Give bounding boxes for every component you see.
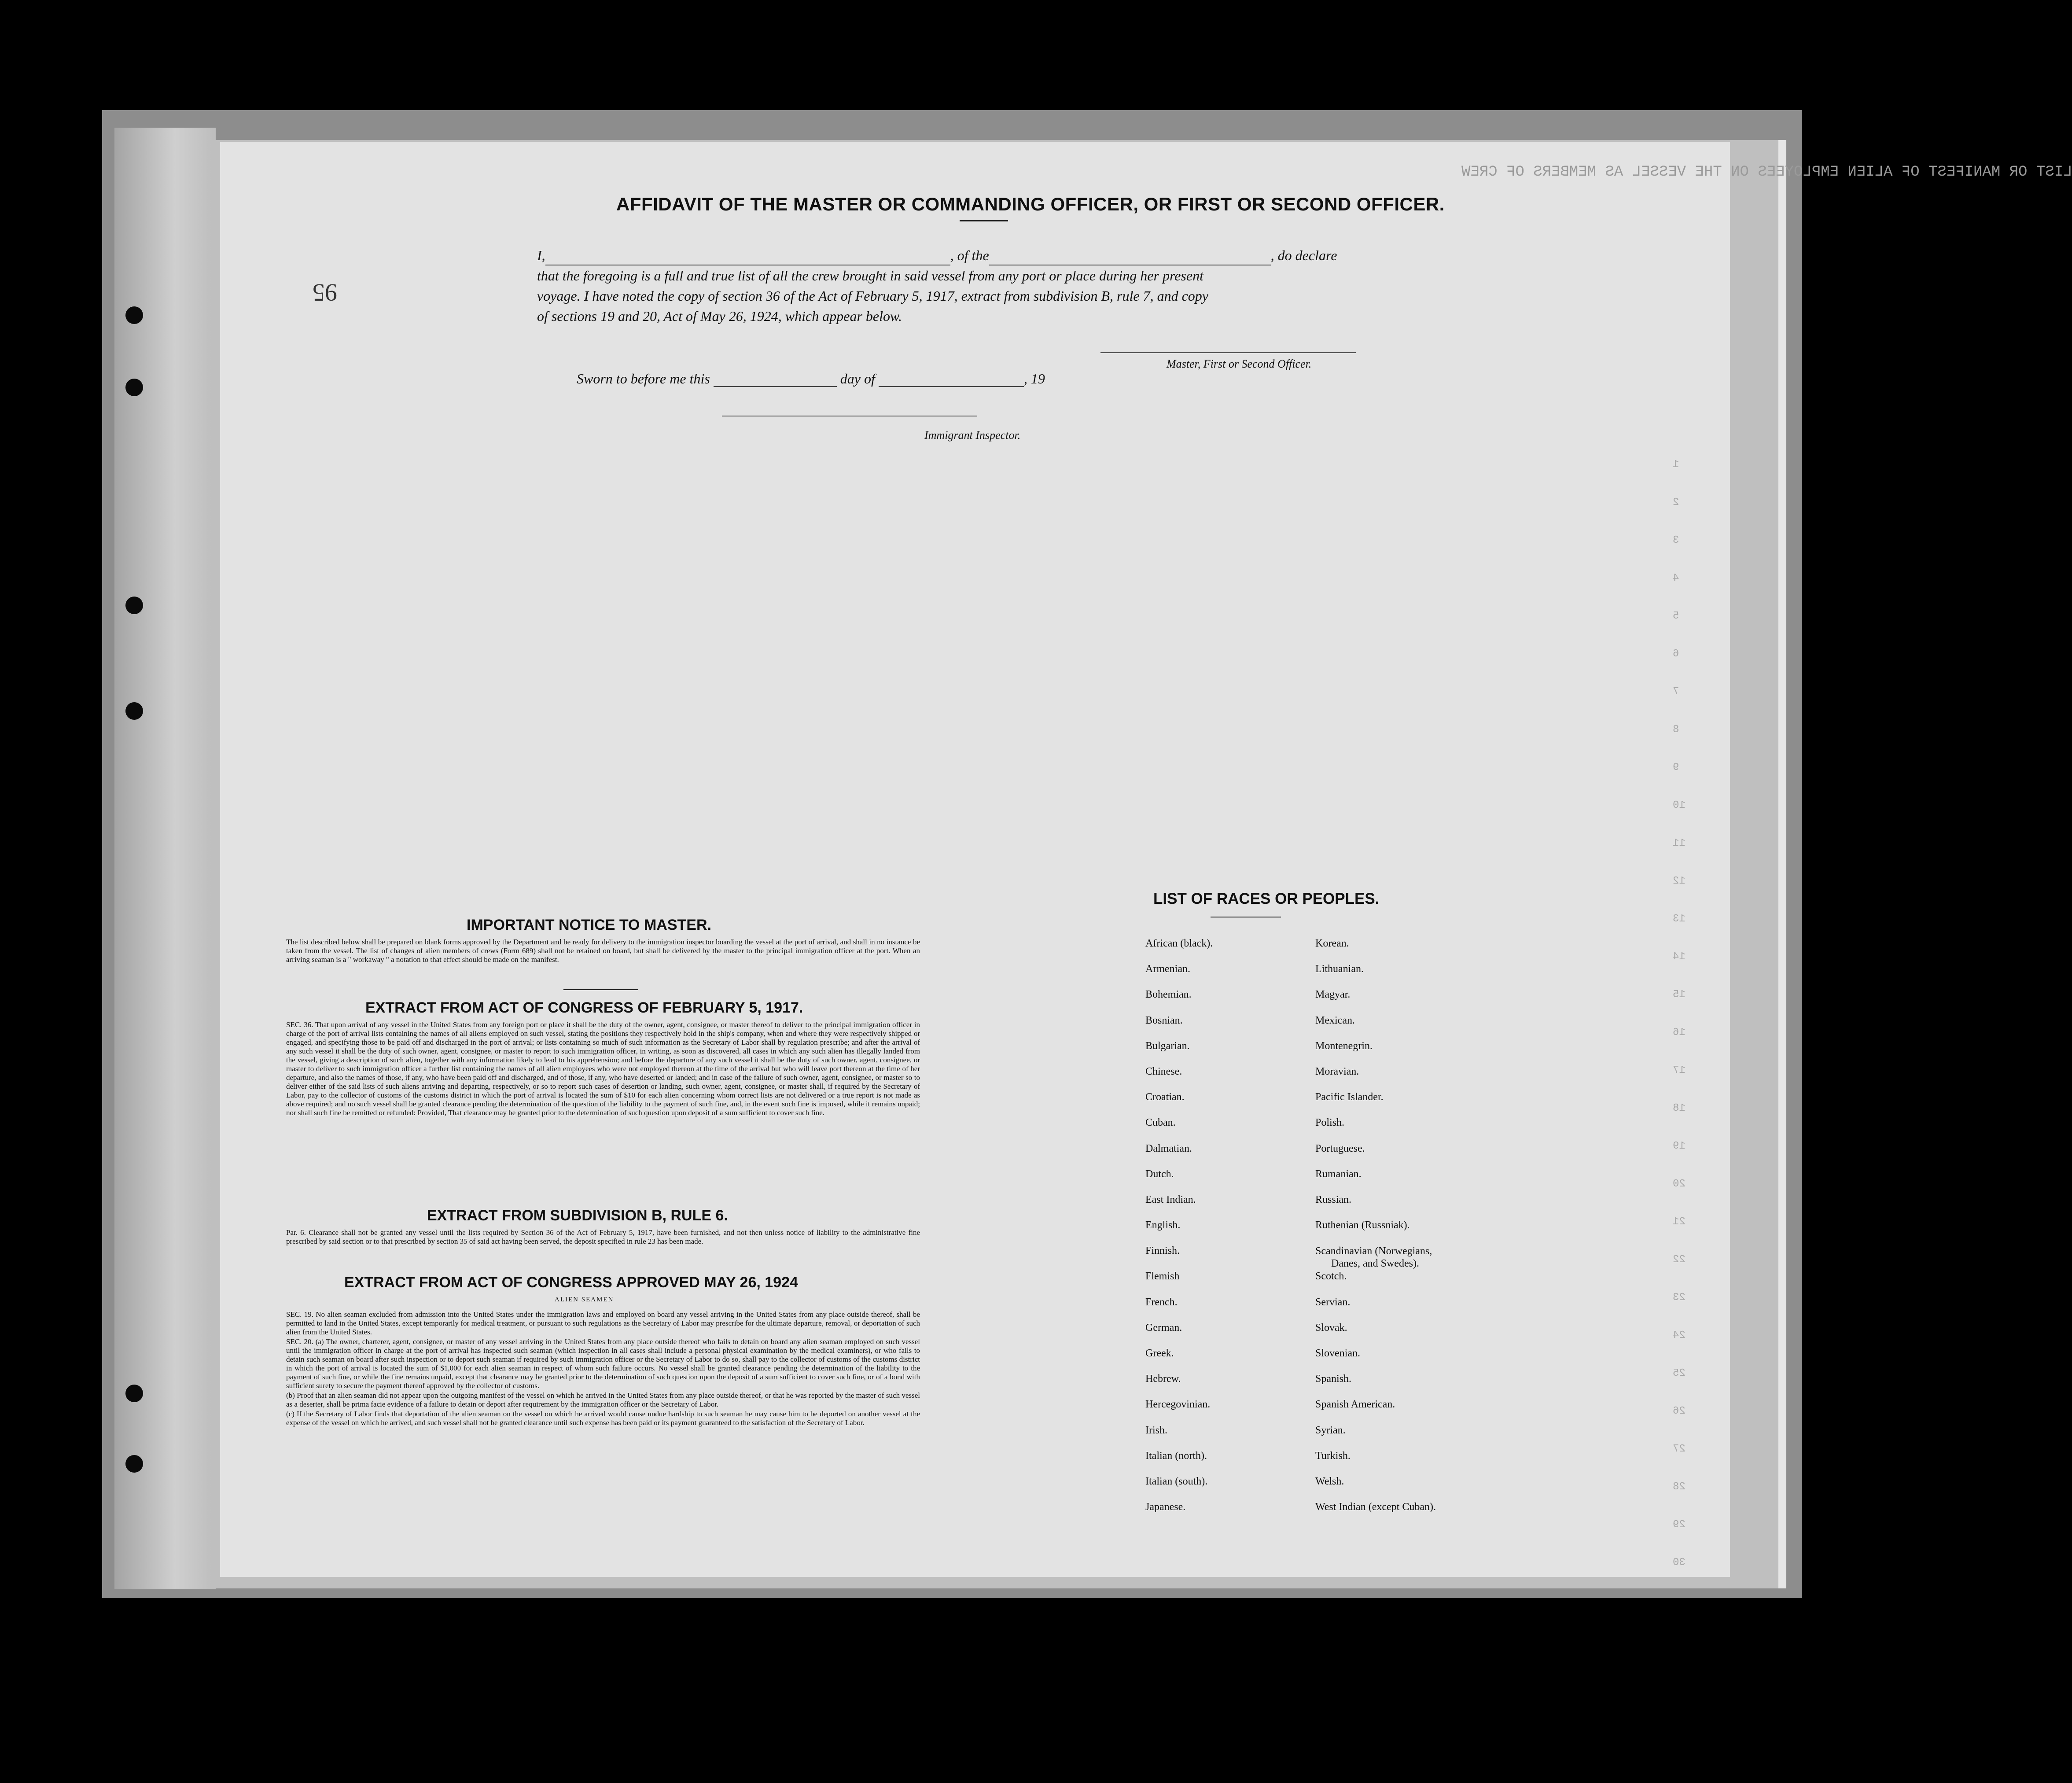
race-item: English. <box>1145 1219 1181 1231</box>
extract-1917-body: SEC. 36. That upon arrival of any vessel in the United States from any foreign port or place it shall be the duty of the owner, agent, consignee, or master thereof to deliver to the principal immigration officer in charge of the port of arrival lists containing the names of all aliens employed on such vessel, stating the positions they respectively hold in the ship's company, when and where they were respectively shipped or engaged, and specifying those to be paid off and discharged in the port of arrival; or lists containing so much of such information as the Secretary of Labor shall by regulation prescribe; and after the arrival of any such vessel it shall be the duty of such owner, agent, consignee, or master to report to such immigration officer, in writing, as soon as discovered, all cases in which any such alien has illegally landed from the vessel, giving a description of such alien, together with any information likely to lead to his apprehension; and before the departure of any such vessel it shall be the duty of such owner, agent, consignee, or master to deliver to such immigration officer a further list containing the names of all alien employees who were not employed thereon at the time of the arrival but who will leave port thereon at the time of her departure, and also the names of those, if any, who have been paid off and discharged, and of those, if any, who have deserted or landed; and in case of the failure of such owner, agent, consignee, or master so to deliver either of the said lists of such aliens arriving and departing, respectively, or so to report such cases of desertion or landing, such owner, agent, consignee, or master shall, if required by the Secretary of Labor, pay to the collector of customs of the customs district in which the port of arrival is located the sum of $10 for each alien concerning whom correct lists are not delivered or a true report is not made as above required; and no such vessel shall be granted clearance pending the determination of the question of the liability to the payment of such fine, and, in the event such fine is imposed, while it remains unpaid; nor shall such fine be remitted or refunded: Provided, That clearance may be granted prior to the determination of such question upon deposit of a sum sufficient to cover such fine. <box>286 1020 920 1117</box>
race-item: German. <box>1145 1322 1182 1334</box>
binder-hole <box>125 1455 143 1473</box>
race-item: Italian (north). <box>1145 1450 1207 1462</box>
race-item-text: Danes, and Swedes). <box>1331 1258 1419 1270</box>
bleed-row-number: 12 <box>1673 875 1686 887</box>
form-page <box>220 142 2072 1577</box>
sworn-month-field[interactable] <box>879 374 1024 387</box>
race-item: Magyar. <box>1315 989 1351 1001</box>
year-label: , 19 <box>1023 371 1045 387</box>
race-item: Lithuanian. <box>1315 963 1364 975</box>
race-item <box>1315 1245 1436 1271</box>
signature-caption: Master, First or Second Officer. <box>1167 357 1312 370</box>
affidavit-line-4: of sections 19 and 20, Act of May 26, 1924, which appear below. <box>537 308 902 324</box>
race-item: Armenian. <box>1145 963 1190 975</box>
sworn-line <box>577 371 1045 387</box>
bleed-row-number: 17 <box>1673 1065 1686 1076</box>
race-item: Ruthenian (Russniak). <box>1315 1219 1410 1231</box>
race-item: Hercegovinian. <box>1145 1399 1211 1411</box>
bleed-row-number: 9 <box>1673 762 1679 774</box>
race-item-text: Scandinavian (Norwegians, <box>1315 1245 1432 1257</box>
binder-hole <box>125 306 143 324</box>
race-item: Finnish. <box>1145 1245 1180 1257</box>
alien-seamen-subtitle: ALIEN SEAMEN <box>555 1296 614 1303</box>
bleed-row-number: 10 <box>1673 799 1686 811</box>
race-item: West Indian (except Cuban). <box>1315 1501 1436 1513</box>
race-item: Hebrew. <box>1145 1373 1181 1385</box>
notice-body: The list described below shall be prepared on blank forms approved by the Department and be ready for delivery to the immigration inspector boarding the vessel at the port of arrival, and shall in no instance be taken from the vessel. The list of changes of alien members of crews (Form 689) shall not be retained on board, but shall be delivered by the master to the principal immigration officer at the port. When an arriving seaman is a " workaway " a notation to that effect should be made on the manifest. <box>286 938 920 964</box>
affidavit-body <box>537 245 1413 326</box>
race-item: Welsh. <box>1315 1475 1344 1487</box>
race-item: Pacific Islander. <box>1315 1091 1384 1103</box>
races-left-column <box>1145 938 1213 1527</box>
race-item: East Indian. <box>1145 1194 1196 1205</box>
bleed-row-number: 29 <box>1673 1519 1686 1531</box>
race-item: Portuguese. <box>1315 1142 1365 1154</box>
bleed-row-number: 27 <box>1673 1443 1686 1455</box>
race-item: Slovak. <box>1315 1322 1347 1334</box>
extract-rule6-body: Par. 6. Clearance shall not be granted any vessel until the lists required by Section 36 of the Act of February 5, 1917, have been furnished, and not then unless notice of liability to the administrative fine prescribed by said section or to that prescribed by section 35 of said act having been served, the deposit specified in rule 23 has been made. <box>286 1228 920 1245</box>
affidavit-line-1 <box>537 245 1413 265</box>
do-declare-label: , do declare <box>1270 247 1337 263</box>
bleed-row-number: 25 <box>1673 1367 1686 1379</box>
day-of-label: day of <box>840 371 875 387</box>
bleed-row-number: 23 <box>1673 1292 1686 1304</box>
binder-hole <box>125 597 143 614</box>
race-item: Japanese. <box>1145 1501 1186 1513</box>
bleed-row-number: 30 <box>1673 1557 1686 1569</box>
bleed-row-number: 20 <box>1673 1178 1686 1190</box>
races-right-column <box>1315 938 1436 1527</box>
affidavit-line-2: that the foregoing is a full and true list of all the crew brought in said vessel from any port or place during her present <box>537 268 1203 284</box>
i-label: I, <box>537 247 545 263</box>
bleed-row-number: 14 <box>1673 951 1686 963</box>
notice-title: IMPORTANT NOTICE TO MASTER. <box>467 917 711 933</box>
sworn-label: Sworn to before me this <box>577 371 710 387</box>
race-item: Mexican. <box>1315 1014 1355 1026</box>
race-item: Russian. <box>1315 1194 1352 1205</box>
bleed-row-number: 13 <box>1673 913 1686 925</box>
bleed-row-number: 16 <box>1673 1027 1686 1039</box>
race-item: Korean. <box>1315 938 1349 949</box>
of-the-label: , of the <box>950 247 989 263</box>
bleed-row-number: 8 <box>1673 724 1679 736</box>
signature-line[interactable] <box>1100 352 1356 353</box>
extract-1924-body <box>286 1310 920 1428</box>
binding-edge <box>114 128 216 1589</box>
race-item: Bulgarian. <box>1145 1040 1190 1052</box>
race-item: Cuban. <box>1145 1117 1176 1129</box>
bleed-row-number: 6 <box>1673 648 1679 660</box>
race-item: African (black). <box>1145 938 1213 949</box>
race-item: Rumanian. <box>1315 1168 1362 1180</box>
bleed-row-number: 18 <box>1673 1102 1686 1114</box>
binder-hole <box>125 702 143 720</box>
page-number: 95 <box>313 279 337 306</box>
race-item: Turkish. <box>1315 1450 1351 1462</box>
affidavit-line-3: voyage. I have noted the copy of section 36 of the Act of February 5, 1917, extract from subdivision B, rule 7, and copy <box>537 288 1208 304</box>
race-item: Croatian. <box>1145 1091 1185 1103</box>
title-rule <box>960 220 1008 221</box>
race-item: Greek. <box>1145 1348 1174 1359</box>
extract-1917-title: EXTRACT FROM ACT OF CONGRESS OF FEBRUARY 5, 1917. <box>365 999 803 1016</box>
bleed-row-number: 28 <box>1673 1481 1686 1493</box>
race-item: Irish. <box>1145 1424 1167 1436</box>
bleed-row-number: 24 <box>1673 1330 1686 1341</box>
sworn-day-field[interactable] <box>714 374 837 387</box>
race-item: Slovenian. <box>1315 1348 1360 1359</box>
bleed-row-number: 15 <box>1673 989 1686 1001</box>
bleed-row-number: 11 <box>1673 837 1686 849</box>
race-item: Moravian. <box>1315 1065 1359 1077</box>
bleed-row-number: 5 <box>1673 610 1679 622</box>
races-title: LIST OF RACES OR PEOPLES. <box>1153 890 1380 907</box>
binder-hole <box>125 379 143 396</box>
bleed-row-number: 4 <box>1673 572 1679 584</box>
race-item: Montenegrin. <box>1315 1040 1373 1052</box>
bleed-through-header: LIST OR MANIFEST OF ALIEN EMPLOYEES ON THE VESSEL AS MEMBERS OF CREW <box>1461 164 2072 181</box>
name-field[interactable] <box>545 252 950 265</box>
binder-hole <box>125 1385 143 1402</box>
inspector-caption: Immigrant Inspector. <box>924 429 1021 442</box>
race-item: Dalmatian. <box>1145 1142 1192 1154</box>
bleed-row-number: 1 <box>1673 459 1679 471</box>
race-item: Spanish American. <box>1315 1399 1395 1411</box>
bleed-row-number: 21 <box>1673 1216 1686 1228</box>
race-item: Dutch. <box>1145 1168 1174 1180</box>
race-item: Bosnian. <box>1145 1014 1183 1026</box>
race-item: Spanish. <box>1315 1373 1352 1385</box>
sec-20c: (c) If the Secretary of Labor finds that deportation of the alien seaman on the vessel on which he arrived would cause undue hardship to such seaman he may cause him to be deported on another vessel at the expense of the vessel on which he arrived, and such vessel shall not be granted clearance until such expense has been paid or its payment guaranteed to the satisfaction of the Secretary of Labor. <box>286 1410 920 1427</box>
sec-20a: SEC. 20. (a) The owner, charterer, agent, consignee, or master of any vessel arriving in the United States from any place outside thereof who fails to detain on board any alien seaman employed on such vessel until the immigration officer in charge at the port of arrival has inspected such seaman (which inspection in all cases shall include a personal physical examination by the medical examiners), or who fails to detain such seaman on board after such inspection or to deport such seaman if required by such immigration officer or the Secretary of Labor to do so, shall pay to the collector of customs of the customs district in which the port of arrival is located the sum of $1,000 for each alien seaman in respect of whom such failure occurs. No vessel shall be granted clearance pending the determination of the liability to the payment of such fine, or while the fine remains unpaid, except that clearance may be granted prior to the determination of such question upon the deposit of a sum sufficient to cover such fine, or of a bond with sufficient surety to secure the payment thereof approved by the collector of customs. <box>286 1337 920 1390</box>
vessel-field[interactable] <box>989 252 1271 265</box>
extract-1924-title: EXTRACT FROM ACT OF CONGRESS APPROVED MAY 26, 1924 <box>344 1274 798 1291</box>
affidavit-title: AFFIDAVIT OF THE MASTER OR COMMANDING OFFICER, OR FIRST OR SECOND OFFICER. <box>616 194 1445 214</box>
bleed-row-number: 22 <box>1673 1254 1686 1266</box>
sec-20b: (b) Proof that an alien seaman did not appear upon the outgoing manifest of the vessel on which he arrived in the United States from any place outside thereof, or that he was reported by the master of such vessel as a deserter, shall be prima facie evidence of a failure to detain or deport after requirement by the immigration officer or the Secretary of Labor. <box>286 1391 920 1408</box>
bleed-row-number: 2 <box>1673 497 1679 508</box>
bleed-row-number: 19 <box>1673 1140 1686 1152</box>
extract-rule6-title: EXTRACT FROM SUBDIVISION B, RULE 6. <box>427 1207 728 1224</box>
race-item: Bohemian. <box>1145 989 1192 1001</box>
race-item: Italian (south). <box>1145 1475 1208 1487</box>
race-item: Chinese. <box>1145 1065 1182 1077</box>
race-item: French. <box>1145 1296 1178 1308</box>
race-item: Syrian. <box>1315 1424 1346 1436</box>
race-item: Polish. <box>1315 1117 1345 1129</box>
bleed-row-number: 7 <box>1673 686 1679 698</box>
race-item: Servian. <box>1315 1296 1351 1308</box>
race-item: Scotch. <box>1315 1271 1347 1282</box>
bleed-row-number: 26 <box>1673 1405 1686 1417</box>
bleed-row-number: 3 <box>1673 534 1679 546</box>
race-item: Flemish <box>1145 1271 1180 1282</box>
sec-19: SEC. 19. No alien seaman excluded from admission into the United States under the immigration laws and employed on board any vessel arriving in the United States from any place outside thereof, shall be permitted to land in the United States, except temporarily for medical treatment, or pursuant to such regulations as the Secretary of Labor may prescribe for the ultimate departure, removal, or deportation of such alien from the United States. <box>286 1310 920 1336</box>
divider <box>563 989 638 990</box>
